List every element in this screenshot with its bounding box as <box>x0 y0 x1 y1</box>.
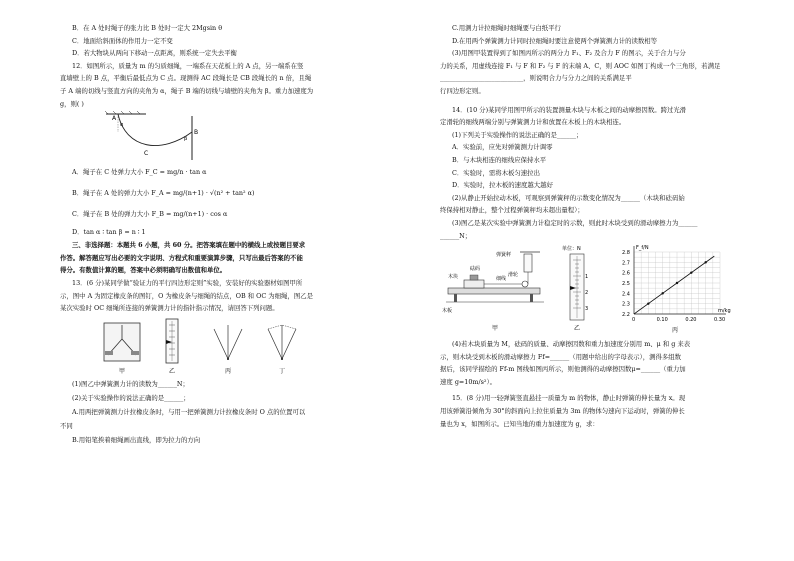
q14-part3-line: ______N； <box>440 231 472 240</box>
left-column <box>60 22 390 447</box>
x-tick-label: 0 <box>632 317 636 324</box>
q13-label-jia: 甲 <box>119 367 126 375</box>
q12-option-b: B．绳子在 A 处的弹力大小 F_A = mg/(n+1) · √(n² + tan² α) <box>72 189 255 198</box>
q14-part2 <box>440 192 770 217</box>
q13-stem-line: 示，图中 A 为固定橡皮条的图钉，O 为橡皮条与细绳的结点，OB 和 OC 为细绳，图乙是 <box>60 291 313 300</box>
q14-option-c: C．实验时，需将木板匀速拉出 <box>452 168 540 177</box>
q13-cont-line: D.在用两个弹簧测力计同时拉细绳时要注意使两个弹簧测力计的读数相等 <box>452 36 658 45</box>
right-column <box>440 22 770 430</box>
q12-rope-figure <box>100 110 200 162</box>
q12-label-alpha: α <box>120 122 124 129</box>
q13-questions <box>60 377 390 447</box>
q14-label-block: 木块 <box>448 274 459 281</box>
y-tick-label: 2.8 <box>622 250 630 257</box>
q13-cont-line: (3)用图甲装置得到了如图丙所示的两分力 F₁、F₂ 及合力 F 的图示，关于合力与分 <box>452 49 686 58</box>
x-axis-label: m/kg <box>718 308 731 315</box>
q13-label-yi: 乙 <box>169 367 176 375</box>
q13-cont-line: 行四边形定则。 <box>440 86 485 95</box>
q12-label-a: A <box>112 115 117 123</box>
q14-label-spring-scale: 弹簧秤 <box>496 252 512 259</box>
q12-stem <box>60 60 390 110</box>
q13-cont-line: 力的关系，用虚线连接 F₁ 与 F 和 F₂ 与 F 的末端 A、C，则 AOC 如图丁构成一个三角形，若满足 <box>440 61 721 70</box>
q14-part1-line: (1)下列关于实验操作的说法正确的是______； <box>452 130 583 139</box>
section-3-heading <box>60 239 390 277</box>
q14-scale-figure <box>558 242 598 334</box>
q14-label-jia: 甲 <box>492 325 499 333</box>
y-tick-label: 2.5 <box>622 281 630 288</box>
q14-label-weight: 砝码 <box>470 266 481 273</box>
q12-option-c: C．绳子在 B 处的弹力大小 F_B = mg/(n+1) · cos α <box>72 210 228 219</box>
q14-scale-2: 2 <box>585 290 589 297</box>
q11-option-b: B．在 A 处时绳子的张力比 B 处时一定大 2Mgsin θ <box>72 24 223 32</box>
q13-continued <box>440 22 770 98</box>
q13-label-bing: 丙 <box>225 367 232 375</box>
q14-part2-line: 终保持相对静止，整个过程弹簧秤均未超出量程）； <box>440 206 584 215</box>
q15-stem-line: 用该弹簧沿倾角为 30°的斜面向上拉住质量为 3m 的物体匀速向下运动时，弹簧的伸长 <box>440 407 685 416</box>
y-tick-label: 2.4 <box>622 291 630 298</box>
q13-line: (2)关于实验操作的说法正确的是______； <box>72 393 190 402</box>
q12-stem-line: 直墙壁上的 B 点，平衡后最低点为 C 点。现测得 AC 段绳长是 CB 段绳长的 n 倍，且绳 <box>60 74 312 83</box>
q14-part3-line: (3)图乙是某次实验中弹簧测力计稳定时的示数，则此时木块受到的滑动摩擦力为______ <box>452 218 698 227</box>
section-3-line: 作答。解答题应写出必要的文字说明、方程式和重要演算步骤，只写出最后答案的不能 <box>60 253 303 262</box>
series-line <box>634 256 714 314</box>
q14-stem <box>440 104 770 129</box>
q14-option-a: A．实验前，应先对弹簧测力计调零 <box>452 143 553 152</box>
q14-label-string: 细线 <box>496 276 507 283</box>
x-tick-label: 0.10 <box>656 317 668 324</box>
q14-part1 <box>440 129 770 192</box>
q12-options <box>60 162 390 239</box>
q13-line: A.用两把弹簧测力计拉橡皮条时，与用一把弹簧测力计拉橡皮条时 O 点的位置可以 <box>72 407 306 416</box>
q11-option-c: C．地面给斜面体的作用力一定不变 <box>72 36 173 45</box>
q14-label-yi: 乙 <box>574 325 581 333</box>
data-point <box>704 261 706 263</box>
q13-line: B.用铅笔挨着细绳画出直线，即为拉力的方向 <box>72 435 201 444</box>
section-3-line: 三、非选择题：本题共 6 小题，共 60 分。把答案填在题中的横线上或按题目要求 <box>72 241 306 250</box>
data-point <box>647 303 649 305</box>
q14-stem-line: 定滑轮的细线两端分别与弹簧测力计和放置在木板上的木块相连。 <box>440 118 626 127</box>
q14-part3 <box>440 217 770 242</box>
q14-scale-3: 3 <box>585 306 589 313</box>
data-point <box>661 292 663 294</box>
y-axis-label: F_f/N <box>636 245 649 252</box>
q14-part4-line: 示，则木块受到木板的滑动摩擦力 Ff=______（用题中给出的字母表示），测得多组数 <box>440 352 682 361</box>
q13-stem <box>60 277 390 315</box>
q14-scale-unit: 单位：N <box>562 246 581 253</box>
q11-options <box>60 22 390 60</box>
q13-cont-line: __________________________，则说明合力与分力之间的关系满足平 <box>440 74 632 83</box>
q14-scale-1: 1 <box>585 274 589 281</box>
q14-option-b: B．与木块相连的细线应保持水平 <box>452 155 547 164</box>
q14-part2-line: (2)从静止开始拉动木板，可观察到弹簧秤的示数变化情况为______（木块和砝码始 <box>452 193 685 202</box>
q15-stem-line: 15．(8 分)用一轻弹簧竖直悬挂一质量为 m 的物体，静止时弹簧的伸长量为 x。现 <box>452 394 686 403</box>
y-tick-label: 2.3 <box>622 301 630 308</box>
q14-part4 <box>440 338 770 388</box>
q12-stem-line: g，则( ) <box>60 99 84 108</box>
q14-part4-line: 据后，该同学描绘的 Ff-m 图线如图丙所示，则他测得的动摩擦因数μ=______（重力加 <box>440 365 686 374</box>
data-point <box>690 272 692 274</box>
q14-option-d: D．实验时，拉木板的速度越大越好 <box>452 181 553 190</box>
section-3-line: 得分。有数值计算的题，答案中必须明确写出数值和单位。 <box>60 266 227 275</box>
q14-apparatus-figure <box>440 242 552 334</box>
q12-option-d: D．tan α ∶ tan β = n ∶ 1 <box>72 228 146 237</box>
q11-option-d: D．若大物块从两向下移动一点距离，则系统一定失去平衡 <box>72 49 237 58</box>
x-tick-label: 0.20 <box>685 317 697 324</box>
q14-part4-line: 速度 g=10m/s²）。 <box>440 377 497 386</box>
q14-label-pulley: 滑轮 <box>508 272 519 279</box>
q14-label-bing: 丙 <box>672 327 679 335</box>
q14-stem-line: 14．(10 分)某同学用图甲所示的装置测量木块与木板之间的动摩擦因数。跨过光滑 <box>452 105 687 114</box>
q13-stem-line: 13．(6 分)某同学做“验证力的平行四边形定则”实验，安装好的实验器材如图甲所 <box>72 278 303 287</box>
q15-stem-line: 量也为 x，如图所示。已知当地的重力加速度为 g，求： <box>440 419 599 428</box>
q14-figures <box>440 242 770 338</box>
data-point <box>676 282 678 284</box>
q14-ff-m-chart <box>606 242 736 334</box>
q12-label-b: B <box>194 129 199 137</box>
q12-option-a: A．绳子在 C 处弹力大小 F_C = mg/n · tan α <box>72 168 207 177</box>
x-tick-label: 0.30 <box>714 317 726 324</box>
y-tick-label: 2.6 <box>622 270 630 277</box>
q13-figures <box>100 315 320 377</box>
q15-stem <box>440 392 770 430</box>
y-tick-label: 2.7 <box>622 260 630 267</box>
q12-label-c: C <box>144 150 149 158</box>
q13-line: 不同 <box>60 421 73 430</box>
q14-part4-line: (4)若木块质量为 M，砝码的质量、动摩擦因数和重力加速度分别用 m、μ 和 g 来表 <box>452 340 691 349</box>
q13-line: (1)图乙中弹簧测力计的读数为______N； <box>72 379 189 388</box>
q13-stem-line: 某次实验时 OC 细绳所连接的弹簧测力计的指针指示情况，请回答下列问题。 <box>60 304 279 313</box>
q13-cont-line: C.用测力计拉细绳时细绳要与白纸平行 <box>452 24 561 32</box>
q12-stem-line: 子 A 端的切线与竖直方向的夹角为 α，绳子 B 端的切线与墙壁的夹角为 β。重力加速度为 <box>60 86 314 95</box>
q12-label-beta: β <box>184 136 188 143</box>
q13-label-ding: 丁 <box>279 367 286 375</box>
y-tick-label: 2.2 <box>622 312 630 319</box>
q14-label-board: 木板 <box>442 308 453 315</box>
q12-stem-line: 12．如图所示，质量为 m 的匀质细绳，一端系在天花板上的 A 点，另一端系在竖 <box>72 61 304 70</box>
